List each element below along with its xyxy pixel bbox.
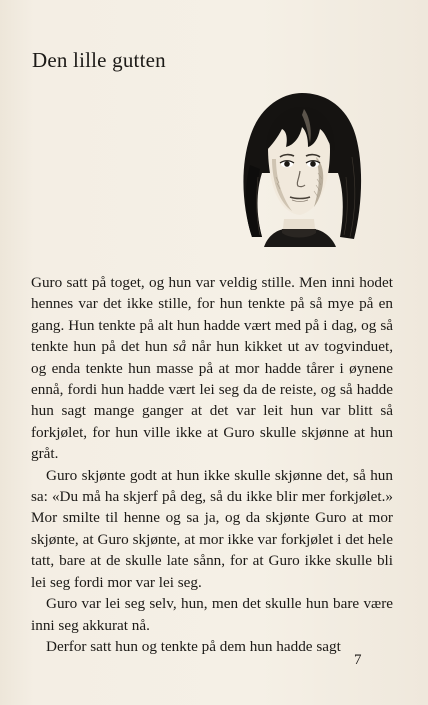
paragraph-4: Derfor satt hun og tenkte på dem hun hadde sagt: [46, 637, 341, 655]
paragraph-2: Guro skjønte godt at hun ikke skulle skjønne det, så hun sa: «Du må ha skjerf på deg, så du ikke blir mer forkjølet.» Mor smilte til henne og sa ja, og da skjønte Guro at mor skjønte, at Guro skjønte, at mor ikke var forkjølet i det hele tatt, bare at de skulle late sånn, for at Guro ikke skulle bli lei seg fordi mor var lei seg.: [31, 466, 393, 591]
paragraph-1-tail: når hun kikket ut av togvinduet, og enda tenkte hun masse på at mor hadde tårer i øynene ennå, fordi hun hadde vært lei seg da de reiste, og så hadde hun sagt mange ganger at det var leit hun var blitt så forkjølet, for hun ville ikke at Guro skulle skjønne at hun gråt.: [31, 338, 394, 463]
paragraph-1-lead: Guro satt på toget, og hun var veldig stille. Men inni hodet hennes var det ikke stille, for hun tenkte på så mye på en gang. Hun tenkte på alt hun hadde vært med på i dag, og så tenkte hun på det hun: [31, 274, 393, 356]
emphasis-word: så: [172, 338, 187, 356]
body-text: [31, 272, 393, 657]
paragraph-3: Guro var lei seg selv, hun, men det skulle hun bare være inni seg akkurat nå.: [31, 595, 393, 634]
paragraph-1: [31, 272, 393, 465]
chapter-title: Den lille gutten: [32, 48, 166, 72]
girl-portrait-illustration: [222, 87, 374, 247]
page-number: 7: [354, 652, 362, 668]
